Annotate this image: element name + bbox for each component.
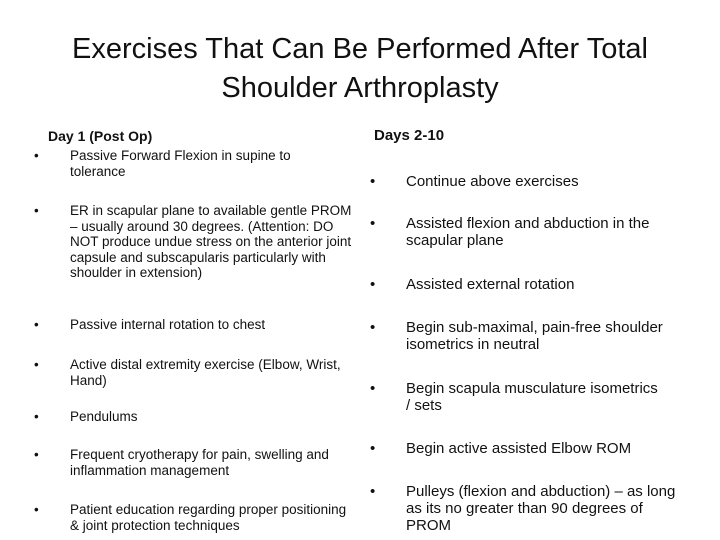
list-item-text: Frequent cryotherapy for pain, swelling and inflammation management [70,447,329,478]
list-item-text: Begin scapula musculature isometrics / sets [406,380,658,414]
list-item-text: Assisted external rotation [406,276,575,293]
list-item-text: Pendulums [70,409,138,424]
list-item-text: Pulleys (flexion and abduction) – as long as its no greater than 90 degrees of PROM [406,483,676,534]
bullet: • [34,203,39,218]
list-item [370,380,660,414]
list-item-text: Continue above exercises [406,173,579,190]
bullet: • [370,276,376,293]
list-item [34,203,354,281]
list-item [370,440,690,457]
bullet: • [34,502,39,517]
list-item [370,483,690,534]
list-item-text: Begin active assisted Elbow ROM [406,440,632,457]
title-line-1: Exercises That Can Be Performed After Total [72,33,648,65]
slide-title [40,30,680,108]
list-item [34,148,344,179]
list-item-text: ER in scapular plane to available gentle PROM – usually around 30 degrees. (Attention: DO NOT produce undue stress on the anterior joint capsule and subscapularis particularly with shoulder in extension) [70,203,352,280]
bullet: • [34,317,39,332]
bullet: • [34,409,39,424]
list-item-text: Patient education regarding proper positioning & joint protection techniques [70,502,347,533]
bullet: • [34,447,39,462]
bullet: • [370,215,376,232]
day1-heading: Day 1 (Post Op) [48,128,153,144]
list-item-text: Assisted flexion and abduction in the scapular plane [406,215,650,249]
bullet: • [34,357,39,372]
list-item [370,276,690,293]
days2-10-column [370,128,710,538]
list-item [370,319,670,353]
days2-10-heading: Days 2-10 [374,127,445,144]
bullet: • [34,148,39,163]
list-item [370,173,690,190]
list-item-text: Passive Forward Flexion in supine to tolerance [70,148,291,179]
bullet: • [370,319,376,336]
list-item [34,502,354,533]
bullet: • [370,440,376,457]
day1-column [34,128,354,538]
list-item [34,447,354,478]
list-item-text: Passive internal rotation to chest [70,317,266,332]
bullet: • [370,483,376,500]
list-item-text: Active distal extremity exercise (Elbow, Wrist, Hand) [70,357,341,388]
list-item [34,317,354,333]
list-item [34,357,354,388]
bullet: • [370,173,376,190]
list-item [370,215,690,249]
bullet: • [370,380,376,397]
list-item [34,409,354,425]
title-line-2: Shoulder Arthroplasty [221,72,499,104]
list-item-text: Begin sub-maximal, pain-free shoulder isometrics in neutral [406,319,663,353]
